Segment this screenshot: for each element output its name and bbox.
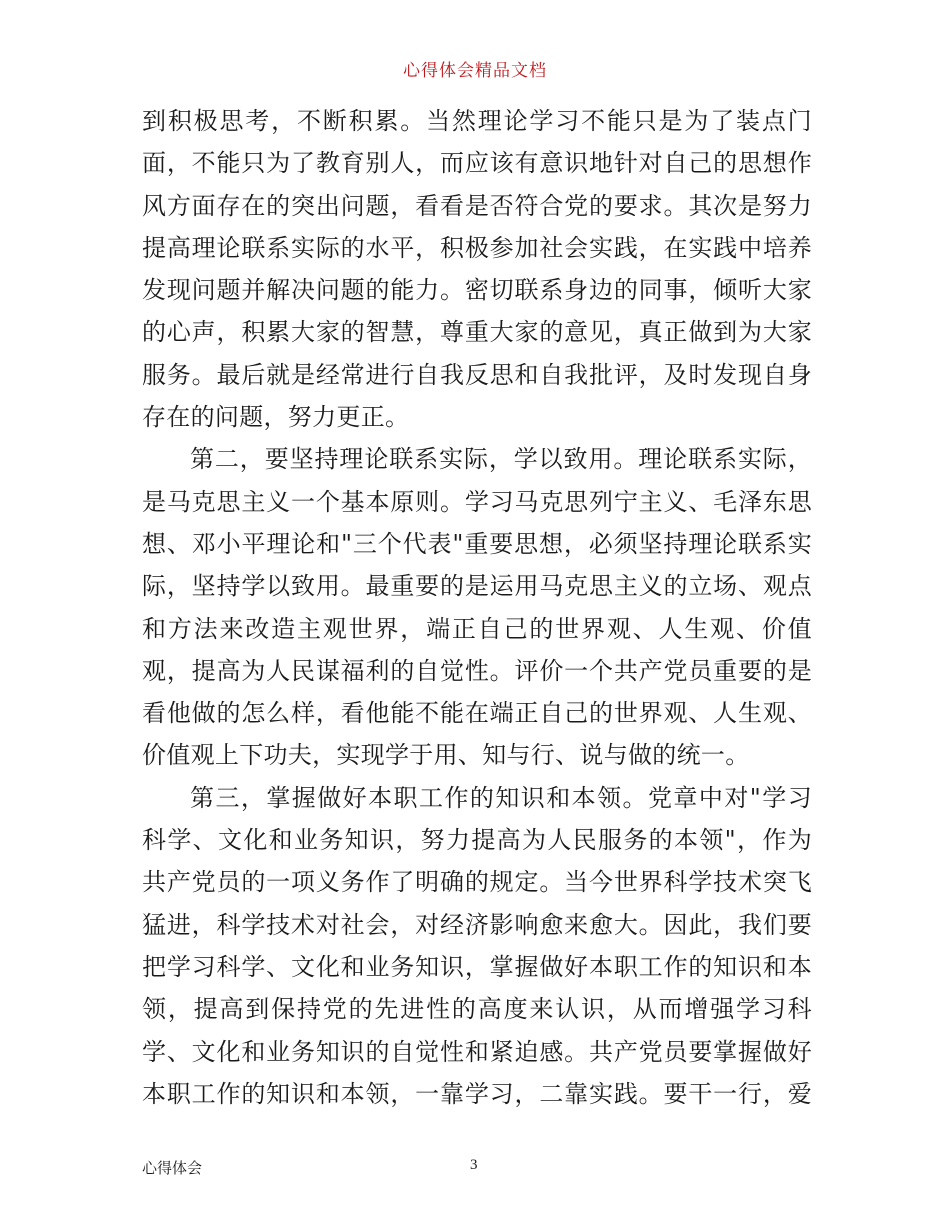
text-line: 科学、文化和业务知识，努力提高为人民服务的本领"，作为 xyxy=(142,826,812,855)
text-line: 是马克思主义一个基本原则。学习马克思列宁主义、毛泽东思 xyxy=(142,487,812,516)
text-line: 观，提高为人民谋福利的自觉性。评价一个共产党员重要的是 xyxy=(142,656,812,685)
text-line: 猛进，科学技术对社会，对经济影响愈来愈大。因此，我们要 xyxy=(142,910,812,939)
document-header-title: 心得体会精品文档 xyxy=(403,61,547,81)
text-line: 把学习科学、文化和业务知识，掌握做好本职工作的知识和本 xyxy=(142,952,812,981)
text-line: 服务。最后就是经常进行自我反思和自我批评，及时发现自身 xyxy=(142,360,812,389)
text-line: 学、文化和业务知识的自觉性和紧迫感。共产党员要掌握做好 xyxy=(142,1037,812,1066)
text-line: 想、邓小平理论和"三个代表"重要思想，必须坚持理论联系实 xyxy=(142,529,812,558)
page-number: 3 xyxy=(470,1157,478,1173)
text-line: 际，坚持学以致用。最重要的是运用马克思主义的立场、观点 xyxy=(142,572,812,601)
text-line: 风方面存在的突出问题，看看是否符合党的要求。其次是努力 xyxy=(142,191,812,220)
text-line: 领，提高到保持党的先进性的高度来认识，从而增强学习科 xyxy=(142,995,812,1024)
paragraph-start-line: 第二，要坚持理论联系实际，学以致用。理论联系实际， xyxy=(190,445,812,474)
paragraph-start-line: 第三，掌握做好本职工作的知识和本领。党章中对"学习 xyxy=(190,783,812,812)
text-line: 和方法来改造主观世界，端正自己的世界观、人生观、价值 xyxy=(142,614,812,643)
text-line: 发现问题并解决问题的能力。密切联系身边的同事，倾听大家 xyxy=(142,276,812,305)
text-line: 价值观上下功夫，实现学于用、知与行、说与做的统一。 xyxy=(142,741,750,770)
text-line: 共产党员的一项义务作了明确的规定。当今世界科学技术突飞 xyxy=(142,868,812,897)
document-body xyxy=(142,100,812,1115)
text-line: 面，不能只为了教育别人，而应该有意识地针对自己的思想作 xyxy=(142,149,812,178)
text-line: 提高理论联系实际的水平，积极参加社会实践，在实践中培养 xyxy=(142,233,812,262)
footer-label: 心得体会 xyxy=(142,1159,203,1177)
text-line: 本职工作的知识和本领，一靠学习，二靠实践。要干一行，爱 xyxy=(142,1079,812,1108)
text-line: 到积极思考，不断积累。当然理论学习不能只是为了装点门 xyxy=(142,107,812,135)
text-line: 存在的问题，努力更正。 xyxy=(142,403,410,432)
text-line: 看他做的怎么样，看他能不能在端正自己的世界观、人生观、 xyxy=(142,699,812,728)
text-line: 的心声，积累大家的智慧，尊重大家的意见，真正做到为大家 xyxy=(142,318,812,347)
